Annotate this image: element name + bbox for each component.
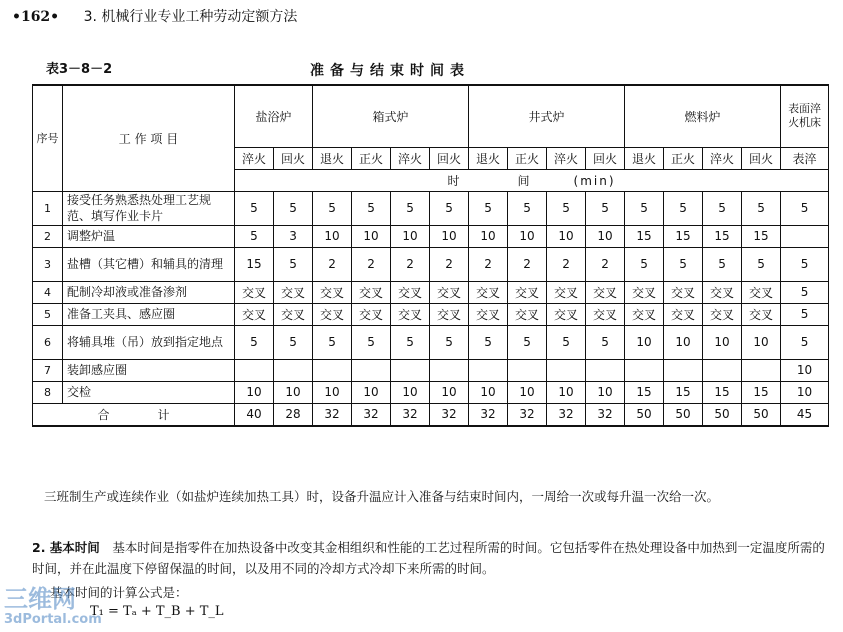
- table-cell: 2: [547, 247, 586, 281]
- table-cell: 5: [352, 191, 391, 225]
- sub-header: 回火: [586, 147, 625, 169]
- table-cell: 5: [235, 325, 274, 359]
- sub-header: 正火: [508, 147, 547, 169]
- table-label: 表3－8－2: [46, 62, 113, 77]
- group-header: 井式炉: [469, 85, 625, 147]
- table-cell: [703, 359, 742, 381]
- table-cell: [742, 359, 781, 381]
- table-cell: 5: [781, 281, 829, 303]
- paragraph: [32, 537, 832, 579]
- table-cell: 10: [703, 325, 742, 359]
- sub-header: 回火: [742, 147, 781, 169]
- table-cell: [469, 359, 508, 381]
- table-cell: 交叉: [430, 303, 469, 325]
- watermark-line1: 三维网: [4, 585, 76, 613]
- table-cell: 交叉: [352, 303, 391, 325]
- group-header: 盐浴炉: [235, 85, 313, 147]
- table-cell: 5: [586, 191, 625, 225]
- table-cell: [781, 225, 829, 247]
- table-cell: 交叉: [703, 281, 742, 303]
- table-cell: 5: [391, 191, 430, 225]
- total-cell: 32: [391, 403, 430, 426]
- table-cell: 交叉: [274, 281, 313, 303]
- table-cell: 5: [274, 247, 313, 281]
- table-cell: 交叉: [703, 303, 742, 325]
- table-cell: 10: [469, 381, 508, 403]
- table-cell: 5: [274, 325, 313, 359]
- table-cell: 10: [469, 225, 508, 247]
- total-cell: 40: [235, 403, 274, 426]
- total-cell: 32: [508, 403, 547, 426]
- table-cell: 10: [352, 381, 391, 403]
- table-row: [33, 191, 829, 225]
- table-cell: [352, 359, 391, 381]
- sub-header: 淬火: [547, 147, 586, 169]
- table-row: [33, 247, 829, 281]
- table-row: [33, 281, 829, 303]
- table-cell: 10: [781, 381, 829, 403]
- table-cell: 交叉: [508, 281, 547, 303]
- total-cell: 32: [352, 403, 391, 426]
- table-cell: 交叉: [235, 281, 274, 303]
- table-cell: 2: [508, 247, 547, 281]
- table-cell: 15: [742, 381, 781, 403]
- table-cell: 5: [625, 247, 664, 281]
- sub-header: 正火: [352, 147, 391, 169]
- table-cell: 交叉: [352, 281, 391, 303]
- table-cell: 交叉: [313, 303, 352, 325]
- table-cell: 交叉: [547, 281, 586, 303]
- table-cell: 交叉: [391, 303, 430, 325]
- watermark-line2: 3dPortal.com: [4, 612, 102, 627]
- table-cell: 5: [664, 191, 703, 225]
- table-cell: 交叉: [469, 303, 508, 325]
- row-item: 调整炉温: [63, 225, 235, 247]
- sub-header: 退火: [625, 147, 664, 169]
- table-cell: 5: [430, 191, 469, 225]
- table-cell: 3: [274, 225, 313, 247]
- row-item: 接受任务熟悉热处理工艺规范、填写作业卡片: [63, 191, 235, 225]
- unit-header: 时 间 (min): [235, 169, 829, 191]
- table-cell: [391, 359, 430, 381]
- seq-header: 序号: [33, 85, 63, 191]
- table-cell: 5: [781, 191, 829, 225]
- table-cell: [313, 359, 352, 381]
- row-seq: 2: [33, 225, 63, 247]
- table-cell: 5: [469, 191, 508, 225]
- total-cell: 32: [586, 403, 625, 426]
- table-cell: 交叉: [742, 281, 781, 303]
- table-cell: 10: [547, 225, 586, 247]
- row-item: 交检: [63, 381, 235, 403]
- table-cell: 10: [352, 225, 391, 247]
- table-cell: 交叉: [313, 281, 352, 303]
- table-cell: 10: [781, 359, 829, 381]
- table-row: [33, 381, 829, 403]
- group-header: 表面淬火机床: [781, 85, 829, 147]
- total-cell: 50: [625, 403, 664, 426]
- table-row: [33, 303, 829, 325]
- table-cell: 5: [781, 303, 829, 325]
- row-seq: 5: [33, 303, 63, 325]
- table-cell: 5: [352, 325, 391, 359]
- total-row: [33, 403, 829, 426]
- page-number: •162•: [12, 9, 60, 25]
- sub-header: 淬火: [703, 147, 742, 169]
- table-cell: 交叉: [625, 303, 664, 325]
- table-cell: [664, 359, 703, 381]
- total-cell: 50: [664, 403, 703, 426]
- sub-header: 表淬: [781, 147, 829, 169]
- row-seq: 4: [33, 281, 63, 303]
- table-cell: [235, 359, 274, 381]
- row-item: 准备工夹具、感应圈: [63, 303, 235, 325]
- total-cell: 45: [781, 403, 829, 426]
- total-cell: 32: [547, 403, 586, 426]
- table-cell: 10: [625, 325, 664, 359]
- total-cell: 28: [274, 403, 313, 426]
- table-cell: 10: [274, 381, 313, 403]
- table-cell: 交叉: [625, 281, 664, 303]
- table-cell: 10: [430, 381, 469, 403]
- page-header: [12, 6, 297, 26]
- table-cell: 5: [508, 325, 547, 359]
- table-cell: 5: [547, 325, 586, 359]
- table-cell: 5: [430, 325, 469, 359]
- table-cell: 2: [352, 247, 391, 281]
- table-cell: [274, 359, 313, 381]
- table-cell: 10: [547, 381, 586, 403]
- sub-header: 退火: [469, 147, 508, 169]
- table-cell: 15: [235, 247, 274, 281]
- sub-header: 淬火: [235, 147, 274, 169]
- row-seq: 3: [33, 247, 63, 281]
- table-cell: 10: [313, 381, 352, 403]
- table-cell: 交叉: [430, 281, 469, 303]
- sub-header: 退火: [313, 147, 352, 169]
- table-cell: 5: [547, 191, 586, 225]
- table-cell: 交叉: [547, 303, 586, 325]
- item-header: 工 作 项 目: [63, 85, 235, 191]
- table-cell: 5: [742, 191, 781, 225]
- group-header: 箱式炉: [313, 85, 469, 147]
- table-cell: 10: [235, 381, 274, 403]
- row-seq: 6: [33, 325, 63, 359]
- table-cell: 15: [664, 225, 703, 247]
- table-cell: 5: [625, 191, 664, 225]
- table-cell: 2: [586, 247, 625, 281]
- table-cell: 交叉: [664, 303, 703, 325]
- table-cell: 10: [391, 225, 430, 247]
- total-cell: 32: [313, 403, 352, 426]
- row-item: 盐槽（其它槽）和辅具的清理: [63, 247, 235, 281]
- chapter-title: 3. 机械行业专业工种劳动定额方法: [83, 9, 298, 25]
- table-cell: 2: [313, 247, 352, 281]
- table-cell: 10: [313, 225, 352, 247]
- table-cell: 5: [703, 191, 742, 225]
- table-cell: 15: [703, 381, 742, 403]
- table-cell: 交叉: [235, 303, 274, 325]
- table-cell: 5: [274, 191, 313, 225]
- table-cell: [586, 359, 625, 381]
- table-cell: [508, 359, 547, 381]
- table-cell: 15: [625, 381, 664, 403]
- table-cell: 5: [508, 191, 547, 225]
- table-cell: 10: [391, 381, 430, 403]
- table-cell: 5: [313, 325, 352, 359]
- row-seq: 1: [33, 191, 63, 225]
- row-item: 配制冷却液或准备渗剂: [63, 281, 235, 303]
- table-cell: 10: [742, 325, 781, 359]
- total-cell: 32: [430, 403, 469, 426]
- watermark-logo: [4, 586, 102, 627]
- table-cell: 10: [586, 225, 625, 247]
- table-cell: 5: [781, 325, 829, 359]
- total-label: 合 计: [33, 403, 235, 426]
- table-cell: 交叉: [469, 281, 508, 303]
- table-title: 准备与结束时间表: [310, 63, 470, 79]
- total-cell: 32: [469, 403, 508, 426]
- table-cell: 15: [625, 225, 664, 247]
- table-cell: 交叉: [742, 303, 781, 325]
- table-cell: 5: [742, 247, 781, 281]
- sub-header: 回火: [430, 147, 469, 169]
- table-cell: 15: [703, 225, 742, 247]
- table-cell: 交叉: [508, 303, 547, 325]
- table-cell: 10: [664, 325, 703, 359]
- table-cell: 10: [508, 225, 547, 247]
- table-cell: 交叉: [274, 303, 313, 325]
- sub-header: 正火: [664, 147, 703, 169]
- table-cell: [625, 359, 664, 381]
- row-item: 将辅具堆（吊）放到指定地点: [63, 325, 235, 359]
- total-cell: 50: [703, 403, 742, 426]
- table-cell: 5: [781, 247, 829, 281]
- table-cell: 5: [586, 325, 625, 359]
- table-cell: 15: [742, 225, 781, 247]
- formula: T₁ = Tₐ + T_B + T_L: [90, 604, 224, 619]
- table-cell: 交叉: [664, 281, 703, 303]
- row-seq: 7: [33, 359, 63, 381]
- table-cell: [547, 359, 586, 381]
- table-cell: 2: [391, 247, 430, 281]
- table-cell: 5: [469, 325, 508, 359]
- table-cell: [430, 359, 469, 381]
- sub-header: 淬火: [391, 147, 430, 169]
- group-header: 燃料炉: [625, 85, 781, 147]
- table-cell: 5: [313, 191, 352, 225]
- table-cell: 5: [703, 247, 742, 281]
- paragraph: 基本时间的计算公式是：: [50, 585, 188, 600]
- table-cell: 交叉: [586, 281, 625, 303]
- table-cell: 2: [469, 247, 508, 281]
- table-cell: 2: [430, 247, 469, 281]
- table-cell: 15: [664, 381, 703, 403]
- sub-header: 回火: [274, 147, 313, 169]
- paragraph: 三班制生产或连续作业（如盐炉连续加热工具）时，设备升温应计入准备与结束时间内，一周给一次或每升温一次给一次。: [44, 489, 720, 504]
- table-cell: 5: [391, 325, 430, 359]
- table-cell: 交叉: [391, 281, 430, 303]
- paragraph-text: 基本时间是指零件在加热设备中改变其金相组织和性能的工艺过程所需的时间。它包括零件在热处理设备中加热到一定温度所需的时间，并在此温度下停留保温的时间，以及用不同的冷却方式冷却下来所需的时间。: [32, 540, 825, 576]
- table-cell: 5: [664, 247, 703, 281]
- table-row: [33, 325, 829, 359]
- table-cell: 5: [235, 191, 274, 225]
- table-row: [33, 225, 829, 247]
- row-seq: 8: [33, 381, 63, 403]
- table-cell: 交叉: [586, 303, 625, 325]
- table-row: [33, 359, 829, 381]
- table-cell: 10: [430, 225, 469, 247]
- total-cell: 50: [742, 403, 781, 426]
- row-item: 装卸感应圈: [63, 359, 235, 381]
- table-cell: 10: [586, 381, 625, 403]
- table-cell: 10: [508, 381, 547, 403]
- table-cell: 5: [235, 225, 274, 247]
- section-heading: 2. 基本时间: [32, 540, 100, 555]
- prep-time-table: [32, 84, 829, 427]
